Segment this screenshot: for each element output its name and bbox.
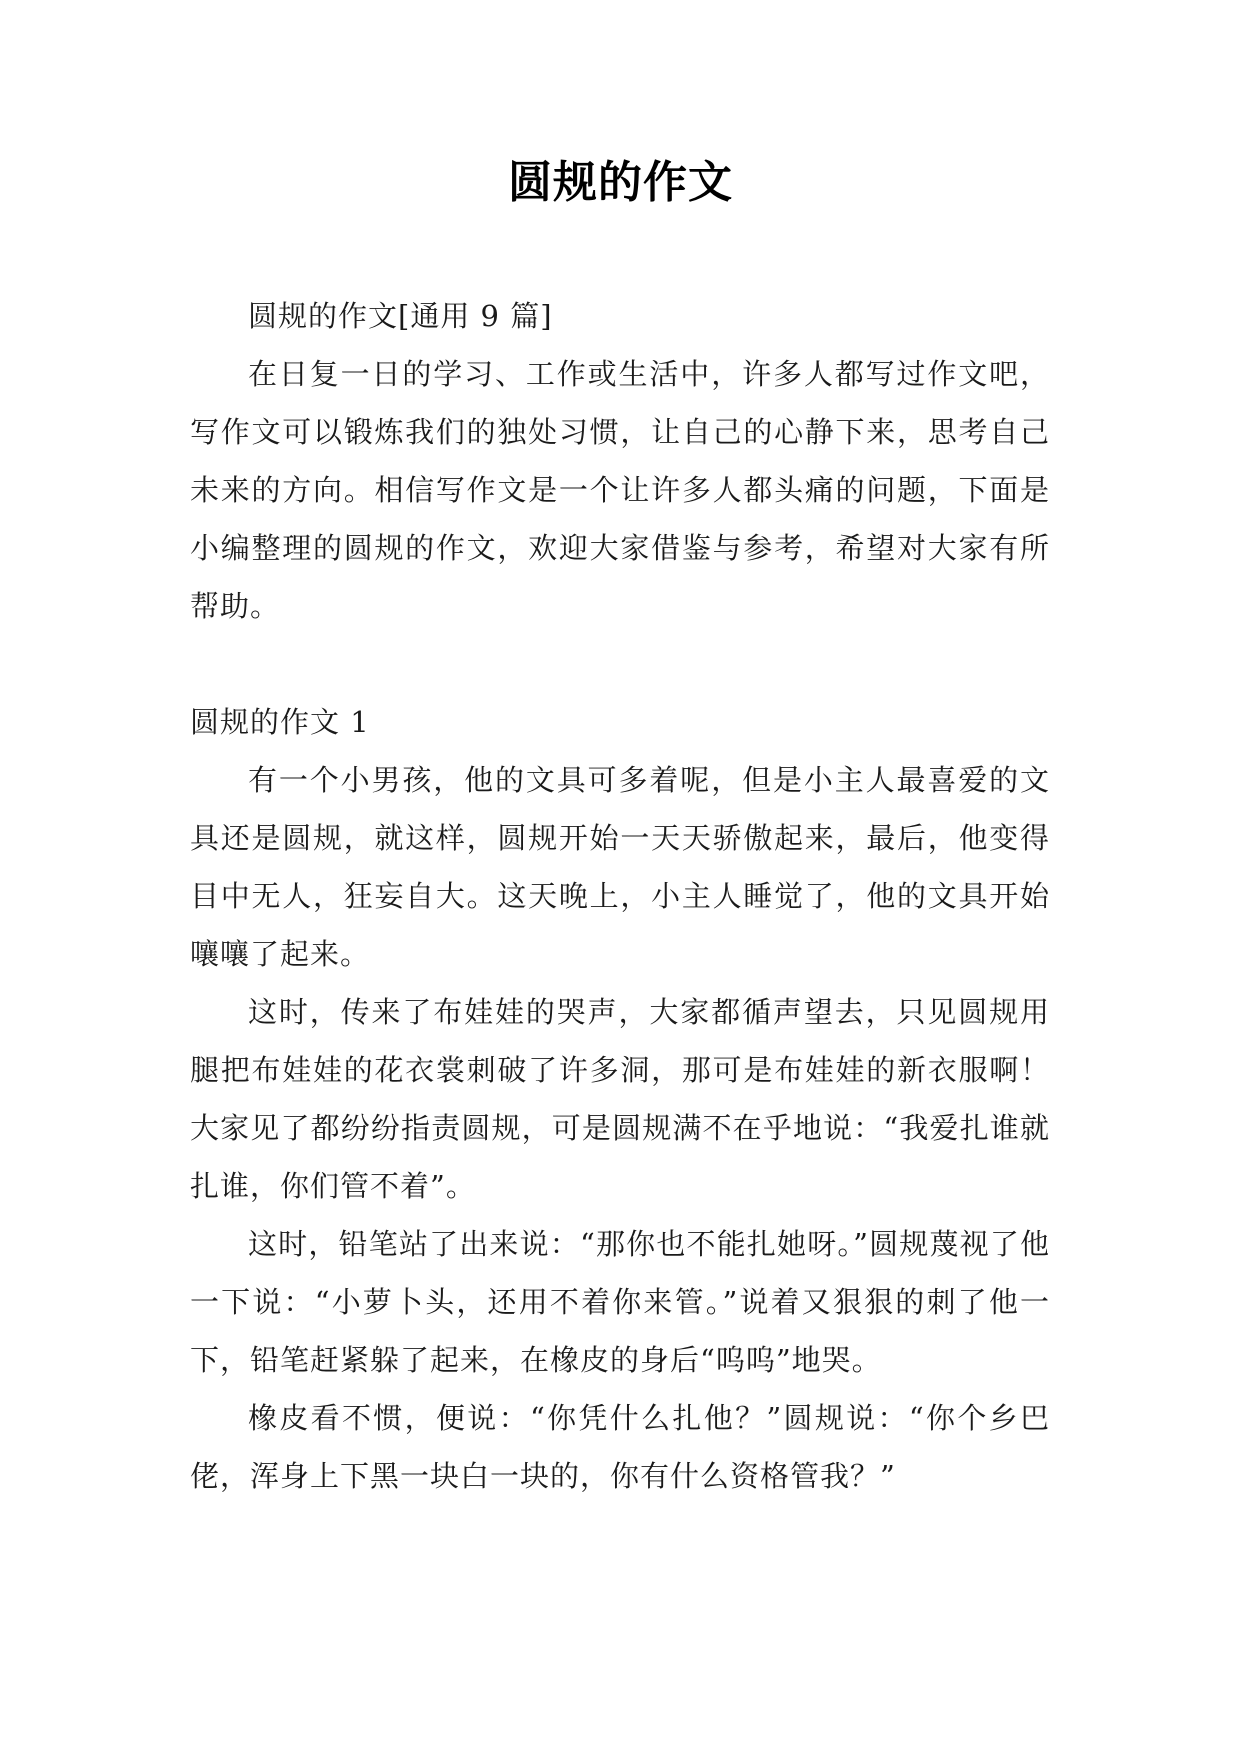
body-paragraph-2: 这时，传来了布娃娃的哭声，大家都循声望去，只见圆规用腿把布娃娃的花衣裳刺破了许多洞，那可是布娃娃的新衣服啊！大家见了都纷纷指责圆规，可是圆规满不在乎地说：“我爱扎谁就扎谁，你们管不着”。 — [190, 995, 1050, 1203]
document-body — [190, 287, 1050, 1505]
section-heading: 圆规的作文 1 — [190, 705, 370, 739]
document-title: 圆规的作文 — [508, 157, 733, 208]
intro-paragraph: 在日复一日的学习、工作或生活中，许多人都写过作文吧，写作文可以锻炼我们的独处习惯，让自己的心静下来，思考自己未来的方向。相信写作文是一个让许多人都头痛的问题，下面是小编整理的圆规的作文，欢迎大家借鉴与参考，希望对大家有所帮助。 — [190, 357, 1050, 623]
body-paragraph-3: 这时，铅笔站了出来说：“那你也不能扎她呀。”圆规蔑视了他一下说：“小萝卜头，还用不着你来管。”说着又狠狠的刺了他一下，铅笔赶紧躲了起来，在橡皮的身后“呜呜”地哭。 — [190, 1227, 1050, 1377]
body-paragraph-1: 有一个小男孩，他的文具可多着呢，但是小主人最喜爱的文具还是圆规，就这样，圆规开始一天天骄傲起来，最后，他变得目中无人，狂妄自大。这天晚上，小主人睡觉了，他的文具开始嚷嚷了起来。 — [190, 763, 1050, 971]
body-paragraph-4: 橡皮看不惯，便说：“你凭什么扎他？”圆规说：“你个乡巴佬，浑身上下黑一块白一块的，你有什么资格管我？” — [190, 1401, 1050, 1493]
document-subtitle: 圆规的作文[通用 9 篇] — [248, 299, 553, 333]
